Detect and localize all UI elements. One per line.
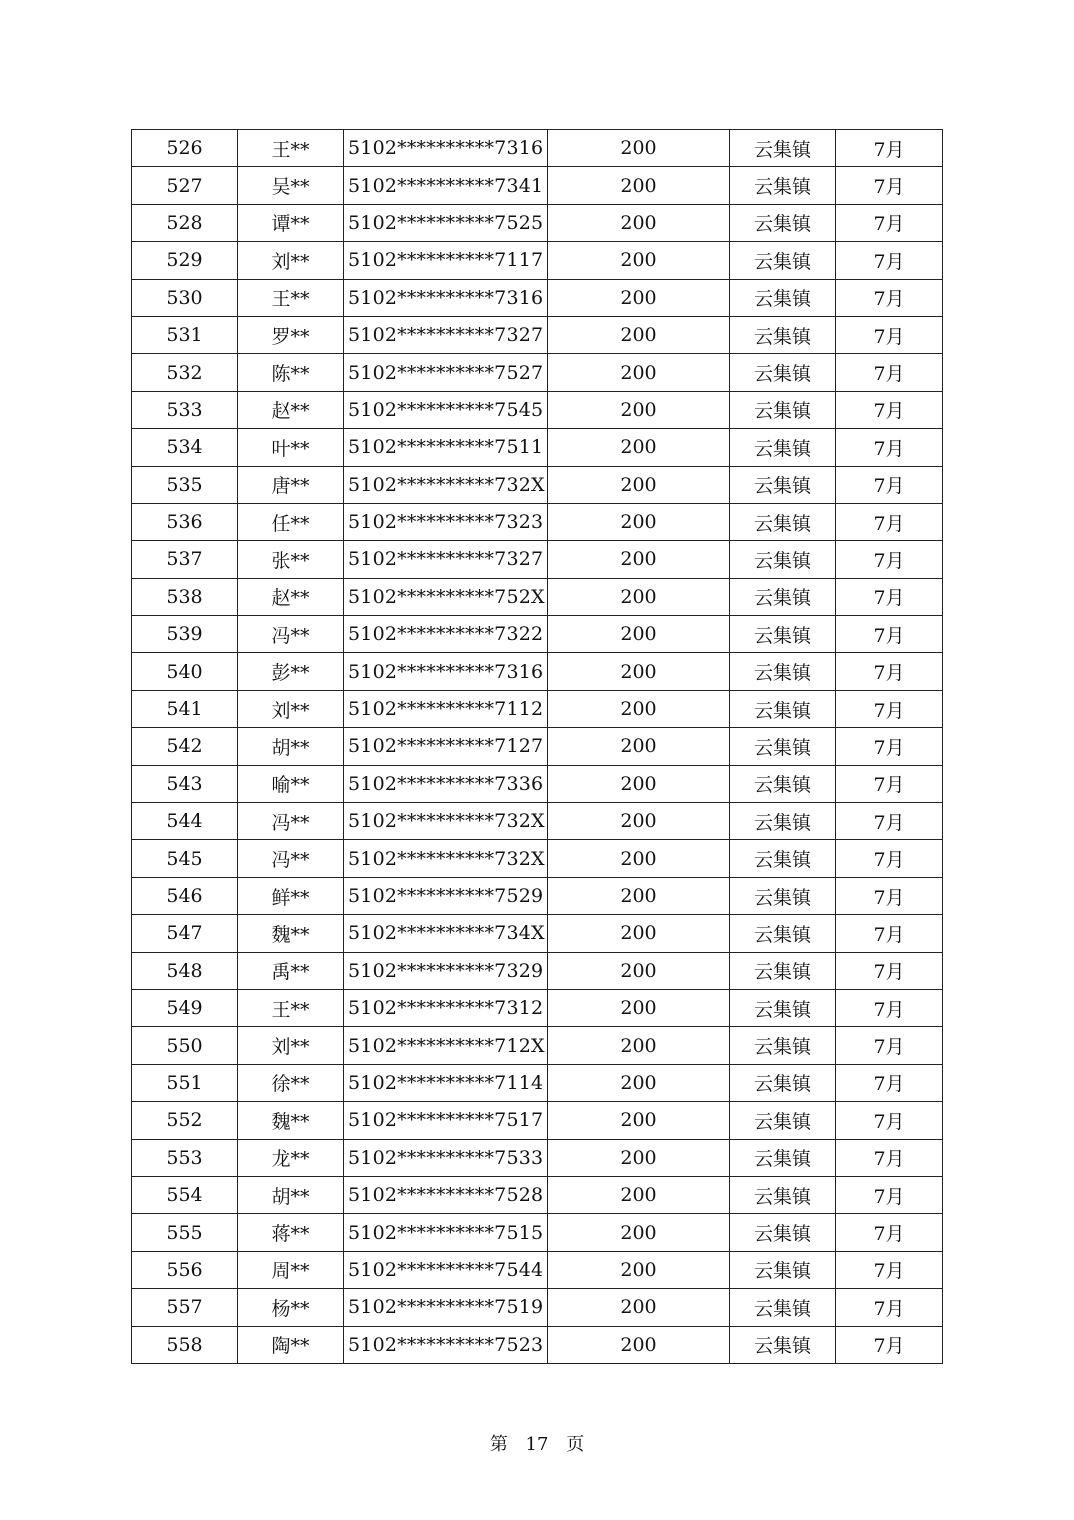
row-number-cell: 554: [132, 1176, 238, 1213]
month-cell: 7月: [836, 316, 943, 353]
amount-cell: 200: [548, 728, 730, 765]
month-cell: 7月: [836, 877, 943, 914]
table-row: [132, 1139, 943, 1176]
month-cell: 7月: [836, 354, 943, 391]
row-number-cell: 543: [132, 765, 238, 802]
amount-cell: 200: [548, 242, 730, 279]
amount-cell: 200: [548, 1176, 730, 1213]
id-number-cell: 5102**********7112: [344, 690, 548, 727]
name-cell: 冯**: [238, 616, 344, 653]
month-cell: 7月: [836, 167, 943, 204]
row-number-cell: 527: [132, 167, 238, 204]
id-number-cell: 5102**********7127: [344, 728, 548, 765]
table-row: [132, 1027, 943, 1064]
name-cell: 刘**: [238, 242, 344, 279]
name-cell: 周**: [238, 1251, 344, 1288]
month-cell: 7月: [836, 1139, 943, 1176]
name-cell: 吴**: [238, 167, 344, 204]
name-cell: 龙**: [238, 1139, 344, 1176]
page-number: 17: [525, 1434, 549, 1455]
amount-cell: 200: [548, 1214, 730, 1251]
id-number-cell: 5102**********7329: [344, 952, 548, 989]
month-cell: 7月: [836, 840, 943, 877]
table-row: [132, 653, 943, 690]
id-number-cell: 5102**********7323: [344, 503, 548, 540]
amount-cell: 200: [548, 578, 730, 615]
amount-cell: 200: [548, 541, 730, 578]
month-cell: 7月: [836, 429, 943, 466]
town-cell: 云集镇: [730, 915, 836, 952]
id-number-cell: 5102**********712X: [344, 1027, 548, 1064]
id-number-cell: 5102**********7528: [344, 1176, 548, 1213]
town-cell: 云集镇: [730, 1139, 836, 1176]
name-cell: 赵**: [238, 391, 344, 428]
month-cell: 7月: [836, 466, 943, 503]
town-cell: 云集镇: [730, 728, 836, 765]
name-cell: 谭**: [238, 204, 344, 241]
id-number-cell: 5102**********7515: [344, 1214, 548, 1251]
town-cell: 云集镇: [730, 1176, 836, 1213]
row-number-cell: 551: [132, 1064, 238, 1101]
table-row: [132, 1064, 943, 1101]
name-cell: 王**: [238, 130, 344, 167]
name-cell: 王**: [238, 279, 344, 316]
table-body: [132, 130, 943, 1364]
table-row: [132, 1289, 943, 1326]
name-cell: 罗**: [238, 316, 344, 353]
row-number-cell: 546: [132, 877, 238, 914]
id-number-cell: 5102**********7117: [344, 242, 548, 279]
table-row: [132, 167, 943, 204]
table-row: [132, 279, 943, 316]
table-row: [132, 316, 943, 353]
month-cell: 7月: [836, 578, 943, 615]
name-cell: 蒋**: [238, 1214, 344, 1251]
name-cell: 胡**: [238, 728, 344, 765]
amount-cell: 200: [548, 316, 730, 353]
amount-cell: 200: [548, 765, 730, 802]
name-cell: 刘**: [238, 1027, 344, 1064]
month-cell: 7月: [836, 1102, 943, 1139]
table-row: [132, 429, 943, 466]
month-cell: 7月: [836, 130, 943, 167]
id-number-cell: 5102**********7336: [344, 765, 548, 802]
row-number-cell: 535: [132, 466, 238, 503]
id-number-cell: 5102**********752X: [344, 578, 548, 615]
row-number-cell: 548: [132, 952, 238, 989]
id-number-cell: 5102**********7517: [344, 1102, 548, 1139]
table-row: [132, 1214, 943, 1251]
name-cell: 鲜**: [238, 877, 344, 914]
table-row: [132, 915, 943, 952]
row-number-cell: 538: [132, 578, 238, 615]
town-cell: 云集镇: [730, 1326, 836, 1363]
month-cell: 7月: [836, 989, 943, 1026]
amount-cell: 200: [548, 803, 730, 840]
table-row: [132, 616, 943, 653]
id-number-cell: 5102**********7523: [344, 1326, 548, 1363]
town-cell: 云集镇: [730, 840, 836, 877]
id-number-cell: 5102**********7327: [344, 541, 548, 578]
amount-cell: 200: [548, 1139, 730, 1176]
table-row: [132, 541, 943, 578]
amount-cell: 200: [548, 989, 730, 1026]
row-number-cell: 550: [132, 1027, 238, 1064]
amount-cell: 200: [548, 877, 730, 914]
month-cell: 7月: [836, 653, 943, 690]
row-number-cell: 542: [132, 728, 238, 765]
id-number-cell: 5102**********7544: [344, 1251, 548, 1288]
row-number-cell: 530: [132, 279, 238, 316]
town-cell: 云集镇: [730, 1289, 836, 1326]
row-number-cell: 528: [132, 204, 238, 241]
table-row: [132, 989, 943, 1026]
amount-cell: 200: [548, 1326, 730, 1363]
row-number-cell: 529: [132, 242, 238, 279]
row-number-cell: 547: [132, 915, 238, 952]
name-cell: 喻**: [238, 765, 344, 802]
town-cell: 云集镇: [730, 989, 836, 1026]
month-cell: 7月: [836, 1027, 943, 1064]
month-cell: 7月: [836, 541, 943, 578]
amount-cell: 200: [548, 653, 730, 690]
amount-cell: 200: [548, 690, 730, 727]
town-cell: 云集镇: [730, 503, 836, 540]
name-cell: 魏**: [238, 1102, 344, 1139]
town-cell: 云集镇: [730, 242, 836, 279]
month-cell: 7月: [836, 952, 943, 989]
month-cell: 7月: [836, 1214, 943, 1251]
month-cell: 7月: [836, 915, 943, 952]
town-cell: 云集镇: [730, 130, 836, 167]
row-number-cell: 526: [132, 130, 238, 167]
id-number-cell: 5102**********7316: [344, 279, 548, 316]
month-cell: 7月: [836, 765, 943, 802]
row-number-cell: 549: [132, 989, 238, 1026]
amount-cell: 200: [548, 279, 730, 316]
month-cell: 7月: [836, 1176, 943, 1213]
table-row: [132, 803, 943, 840]
table-row: [132, 204, 943, 241]
amount-cell: 200: [548, 1027, 730, 1064]
town-cell: 云集镇: [730, 316, 836, 353]
page-label-suffix: 页: [566, 1434, 585, 1455]
name-cell: 陶**: [238, 1326, 344, 1363]
town-cell: 云集镇: [730, 279, 836, 316]
month-cell: 7月: [836, 503, 943, 540]
id-number-cell: 5102**********7114: [344, 1064, 548, 1101]
name-cell: 任**: [238, 503, 344, 540]
row-number-cell: 537: [132, 541, 238, 578]
name-cell: 禹**: [238, 952, 344, 989]
table-row: [132, 578, 943, 615]
table-row: [132, 877, 943, 914]
id-number-cell: 5102**********7322: [344, 616, 548, 653]
page-label-prefix: 第: [489, 1434, 508, 1455]
town-cell: 云集镇: [730, 803, 836, 840]
town-cell: 云集镇: [730, 765, 836, 802]
id-number-cell: 5102**********7327: [344, 316, 548, 353]
row-number-cell: 533: [132, 391, 238, 428]
name-cell: 冯**: [238, 840, 344, 877]
town-cell: 云集镇: [730, 578, 836, 615]
id-number-cell: 5102**********7316: [344, 130, 548, 167]
id-number-cell: 5102**********7529: [344, 877, 548, 914]
row-number-cell: 557: [132, 1289, 238, 1326]
amount-cell: 200: [548, 204, 730, 241]
id-number-cell: 5102**********7341: [344, 167, 548, 204]
name-cell: 徐**: [238, 1064, 344, 1101]
amount-cell: 200: [548, 840, 730, 877]
town-cell: 云集镇: [730, 1027, 836, 1064]
id-number-cell: 5102**********732X: [344, 466, 548, 503]
table-row: [132, 242, 943, 279]
id-number-cell: 5102**********734X: [344, 915, 548, 952]
month-cell: 7月: [836, 1289, 943, 1326]
amount-cell: 200: [548, 1102, 730, 1139]
amount-cell: 200: [548, 466, 730, 503]
town-cell: 云集镇: [730, 1251, 836, 1288]
amount-cell: 200: [548, 1251, 730, 1288]
month-cell: 7月: [836, 391, 943, 428]
name-cell: 魏**: [238, 915, 344, 952]
name-cell: 杨**: [238, 1289, 344, 1326]
town-cell: 云集镇: [730, 690, 836, 727]
town-cell: 云集镇: [730, 1064, 836, 1101]
month-cell: 7月: [836, 690, 943, 727]
town-cell: 云集镇: [730, 541, 836, 578]
month-cell: 7月: [836, 728, 943, 765]
name-cell: 冯**: [238, 803, 344, 840]
town-cell: 云集镇: [730, 429, 836, 466]
town-cell: 云集镇: [730, 1214, 836, 1251]
name-cell: 王**: [238, 989, 344, 1026]
table-row: [132, 765, 943, 802]
name-cell: 赵**: [238, 578, 344, 615]
table-row: [132, 1326, 943, 1363]
month-cell: 7月: [836, 803, 943, 840]
id-number-cell: 5102**********7527: [344, 354, 548, 391]
id-number-cell: 5102**********7511: [344, 429, 548, 466]
amount-cell: 200: [548, 130, 730, 167]
amount-cell: 200: [548, 952, 730, 989]
month-cell: 7月: [836, 1064, 943, 1101]
table-row: [132, 130, 943, 167]
table-row: [132, 466, 943, 503]
row-number-cell: 536: [132, 503, 238, 540]
amount-cell: 200: [548, 167, 730, 204]
row-number-cell: 555: [132, 1214, 238, 1251]
amount-cell: 200: [548, 391, 730, 428]
id-number-cell: 5102**********7545: [344, 391, 548, 428]
row-number-cell: 531: [132, 316, 238, 353]
row-number-cell: 556: [132, 1251, 238, 1288]
town-cell: 云集镇: [730, 167, 836, 204]
name-cell: 彭**: [238, 653, 344, 690]
table-row: [132, 1102, 943, 1139]
row-number-cell: 539: [132, 616, 238, 653]
row-number-cell: 558: [132, 1326, 238, 1363]
table-row: [132, 952, 943, 989]
town-cell: 云集镇: [730, 616, 836, 653]
row-number-cell: 532: [132, 354, 238, 391]
amount-cell: 200: [548, 1289, 730, 1326]
town-cell: 云集镇: [730, 466, 836, 503]
amount-cell: 200: [548, 1064, 730, 1101]
month-cell: 7月: [836, 1251, 943, 1288]
row-number-cell: 541: [132, 690, 238, 727]
table-row: [132, 840, 943, 877]
name-cell: 张**: [238, 541, 344, 578]
id-number-cell: 5102**********7525: [344, 204, 548, 241]
row-number-cell: 545: [132, 840, 238, 877]
id-number-cell: 5102**********7533: [344, 1139, 548, 1176]
id-number-cell: 5102**********7316: [344, 653, 548, 690]
name-cell: 陈**: [238, 354, 344, 391]
amount-cell: 200: [548, 503, 730, 540]
town-cell: 云集镇: [730, 952, 836, 989]
town-cell: 云集镇: [730, 204, 836, 241]
table-row: [132, 690, 943, 727]
town-cell: 云集镇: [730, 877, 836, 914]
row-number-cell: 534: [132, 429, 238, 466]
town-cell: 云集镇: [730, 653, 836, 690]
table-row: [132, 1176, 943, 1213]
row-number-cell: 552: [132, 1102, 238, 1139]
id-number-cell: 5102**********732X: [344, 840, 548, 877]
table-row: [132, 728, 943, 765]
month-cell: 7月: [836, 204, 943, 241]
row-number-cell: 544: [132, 803, 238, 840]
row-number-cell: 540: [132, 653, 238, 690]
table-row: [132, 1251, 943, 1288]
data-table: [131, 129, 943, 1364]
name-cell: 胡**: [238, 1176, 344, 1213]
town-cell: 云集镇: [730, 1102, 836, 1139]
id-number-cell: 5102**********732X: [344, 803, 548, 840]
amount-cell: 200: [548, 915, 730, 952]
name-cell: 唐**: [238, 466, 344, 503]
amount-cell: 200: [548, 616, 730, 653]
month-cell: 7月: [836, 242, 943, 279]
town-cell: 云集镇: [730, 354, 836, 391]
row-number-cell: 553: [132, 1139, 238, 1176]
town-cell: 云集镇: [730, 391, 836, 428]
table-row: [132, 354, 943, 391]
id-number-cell: 5102**********7312: [344, 989, 548, 1026]
page-footer: [0, 1430, 1074, 1456]
table-row: [132, 391, 943, 428]
table-row: [132, 503, 943, 540]
id-number-cell: 5102**********7519: [344, 1289, 548, 1326]
name-cell: 叶**: [238, 429, 344, 466]
month-cell: 7月: [836, 1326, 943, 1363]
name-cell: 刘**: [238, 690, 344, 727]
month-cell: 7月: [836, 616, 943, 653]
amount-cell: 200: [548, 429, 730, 466]
month-cell: 7月: [836, 279, 943, 316]
amount-cell: 200: [548, 354, 730, 391]
